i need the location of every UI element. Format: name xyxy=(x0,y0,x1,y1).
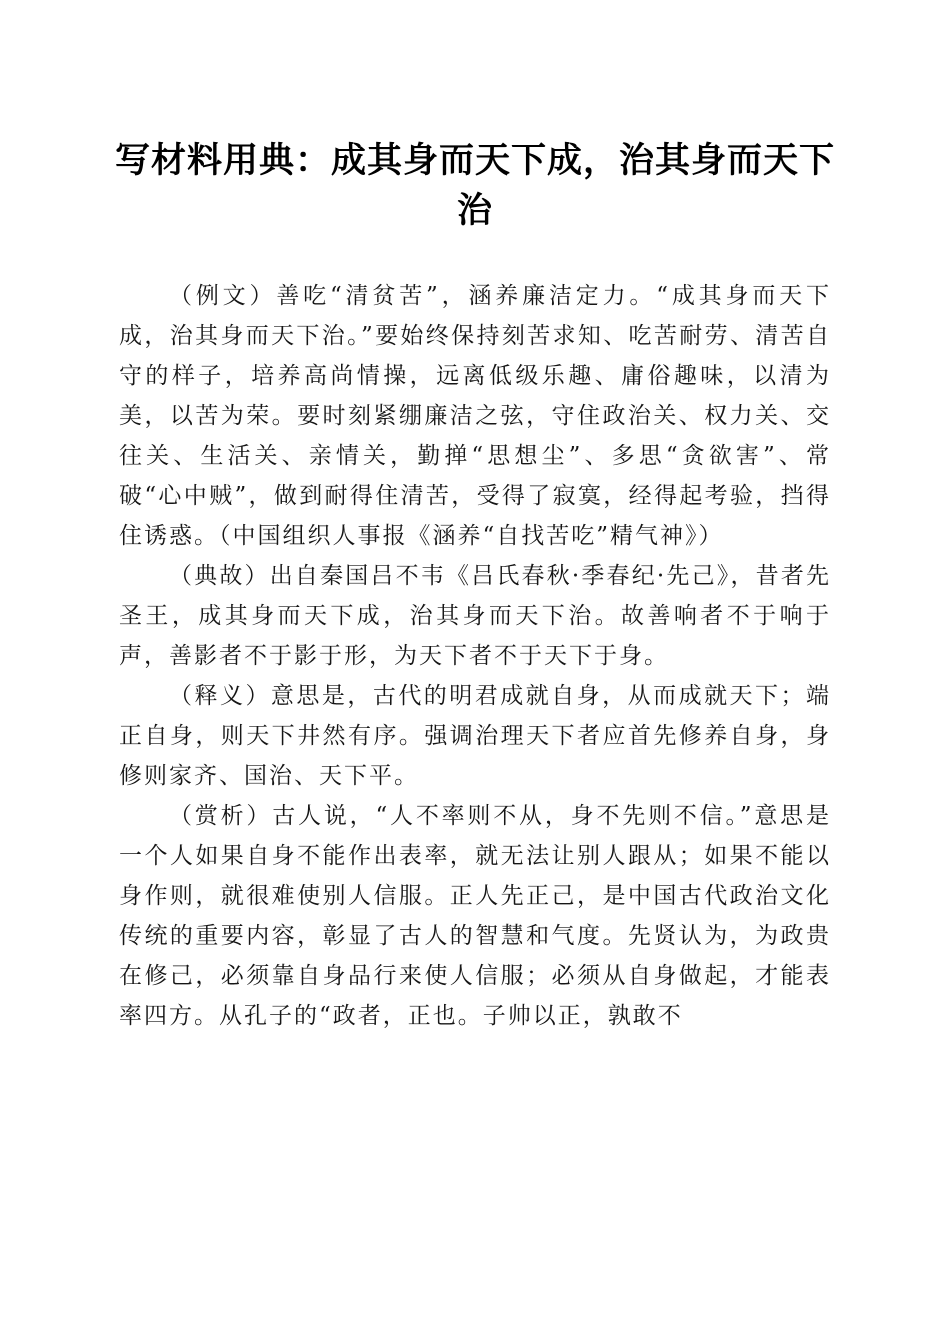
paragraph-example: （例文）善吃“清贫苦”，涵养廉洁定力。“成其身而天下成，治其身而天下治。”要始终保持刻苦求知、吃苦耐劳、清苦自守的样子，培养高尚情操，远离低级乐趣、庸俗趣味，以清为美，以苦为荣。要时刻紧绷廉洁之弦，守住政治关、权力关、交往关、生活关、亲情关，勤掸“思想尘”、多思“贪欲害”、常破“心中贼”，做到耐得住清苦，受得了寂寞，经得起考验，挡得住诱惑。（中国组织人事报《涵养“自找苦吃”精气神》） xyxy=(119,283,831,549)
document-body xyxy=(119,276,831,1036)
paragraph-appreciation: （赏析）古人说，“人不率则不从，身不先则不信。”意思是一个人如果自身不能作出表率，就无法让别人跟从；如果不能以身作则，就很难使别人信服。正人先正己，是中国古代政治文化传统的重要内容，彰显了古人的智慧和气度。先贤认为，为政贵在修己，必须靠自身品行来使人信服；必须从自身做起，才能表率四方。从孔子的“政者，正也。子帅以正，孰敢不 xyxy=(119,803,831,1029)
document-title: 写材料用典：成其身而天下成，治其身而天下治 xyxy=(114,140,835,231)
paragraph-meaning: （释义）意思是，古代的明君成就自身，从而成就天下；端正自身，则天下井然有序。强调治理天下者应首先修养自身，身修则家齐、国治、天下平。 xyxy=(119,683,831,789)
paragraph-allusion: （典故）出自秦国吕不韦《吕氏春秋·季春纪·先己》，昔者先圣王，成其身而天下成，治其身而天下治。故善响者不于响于声，善影者不于影于形，为天下者不于天下于身。 xyxy=(119,563,831,669)
